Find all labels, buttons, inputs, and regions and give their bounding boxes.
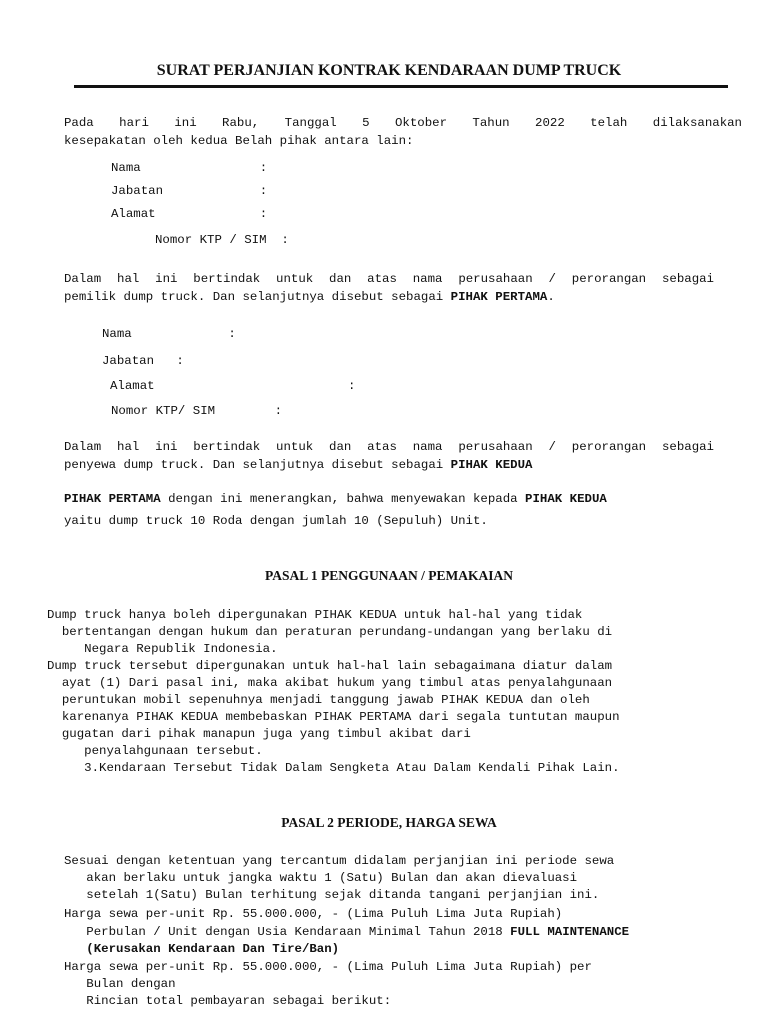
pasal1-line-8: gugatan dari pihak manapun juga yang timbul akibat dari [47, 727, 471, 741]
pasal1-line-10: 3.Kendaraan Tersebut Tidak Dalam Sengketa Atau Dalam Kendali Pihak Lain. [47, 761, 620, 775]
pasal2-harga-2: Harga sewa per-unit Rp. 55.000.000, - (Lima Puluh Lima Juta Rupiah) per [64, 960, 592, 974]
document-title: SURAT PERJANJIAN KONTRAK KENDARAAN DUMP TRUCK [156, 62, 622, 79]
intro-line-1: Pada hari ini Rabu, Tanggal 5 Oktober Tahun 2022 telah dilaksanakan [64, 116, 742, 130]
pasal2-kerusakan-line [64, 941, 339, 958]
statement-mid-text: dengan ini menerangkan, bahwa menyewakan kepada [160, 492, 526, 506]
pihak-kedua-label: PIHAK KEDUA [450, 458, 533, 472]
pasal2-harga-2b: Bulan dengan [64, 977, 176, 991]
pasal1-line-3: Negara Republik Indonesia. [47, 642, 278, 656]
statement-pihak-kedua: PIHAK KEDUA [525, 492, 607, 506]
party1-nama-field: Nama : [111, 161, 268, 175]
kerusakan-label: (Kerusakan Kendaraan Dan Tire/Ban) [64, 942, 340, 956]
pasal1-line-6: peruntukan mobil sepenuhnya menjadi tanggung jawab PIHAK KEDUA dan oleh [47, 693, 590, 707]
pasal2-para-line-1: Sesuai dengan ketentuan yang tercantum didalam perjanjian ini periode sewa [64, 854, 615, 868]
pasal2-rincian: Rincian total pembayaran sebagai berikut: [64, 994, 392, 1008]
pasal1-line-9: penyalahgunaan tersebut. [47, 744, 263, 758]
party1-ktp-field: Nomor KTP / SIM : [155, 233, 289, 247]
pasal1-heading: PASAL 1 PENGGUNAAN / PEMAKAIAN [264, 568, 513, 583]
party1-desc-line-1: Dalam hal ini bertindak untuk dan atas nama perusahaan / perorangan sebagai [64, 272, 714, 286]
party1-desc-text: pemilik dump truck. Dan selanjutnya disebut sebagai [64, 290, 451, 304]
party1-desc-line-2 [64, 289, 555, 306]
party2-jabatan-field: Jabatan : [102, 354, 184, 368]
party2-desc-line-2 [64, 457, 532, 474]
party2-desc-line-1: Dalam hal ini bertindak untuk dan atas nama perusahaan / perorangan sebagai [64, 440, 714, 454]
party2-nama-field: Nama : [102, 327, 236, 341]
statement-pihak-pertama: PIHAK PERTAMA [64, 492, 161, 506]
pasal1-line-7: karenanya PIHAK KEDUA membebaskan PIHAK PERTAMA dari segala tuntutan maupun [47, 710, 620, 724]
full-maintenance-label: FULL MAINTENANCE [510, 925, 630, 939]
pasal2-para-line-2: akan berlaku untuk jangka waktu 1 (Satu) Bulan dan akan dievaluasi [64, 871, 578, 885]
pasal2-heading: PASAL 2 PERIODE, HARGA SEWA [281, 815, 497, 830]
title-underline [74, 85, 728, 88]
party1-desc-end: . [547, 290, 555, 304]
party2-ktp-field: Nomor KTP/ SIM : [111, 404, 283, 418]
party1-alamat-field: Alamat : [111, 207, 268, 221]
pasal1-line-4: Dump truck tersebut dipergunakan untuk hal-hal lain sebagaimana diatur dalam [47, 659, 613, 673]
pasal1-line-5: ayat (1) Dari pasal ini, maka akibat hukum yang timbul atas penyalahgunaan [47, 676, 613, 690]
pasal1-line-2: bertentangan dengan hukum dan peraturan perundang-undangan yang berlaku di [47, 625, 613, 639]
pasal1-line-1: Dump truck hanya boleh dipergunakan PIHAK KEDUA untuk hal-hal yang tidak [47, 608, 583, 622]
statement-line-2: yaitu dump truck 10 Roda dengan jumlah 10 (Sepuluh) Unit. [64, 514, 488, 528]
intro-line-2: kesepakatan oleh kedua Belah pihak antara lain: [64, 134, 414, 148]
statement-line-1 [64, 491, 607, 508]
party1-jabatan-field: Jabatan : [111, 184, 268, 198]
pasal2-perbulan-line [64, 924, 629, 941]
party2-desc-text: penyewa dump truck. Dan selanjutnya disebut sebagai [64, 458, 451, 472]
pasal2-para-line-3: setelah 1(Satu) Bulan terhitung sejak ditanda tangani perjanjian ini. [64, 888, 600, 902]
perbulan-text: Perbulan / Unit dengan Usia Kendaraan Minimal Tahun 2018 [64, 925, 511, 939]
pihak-pertama-label: PIHAK PERTAMA [450, 290, 548, 304]
party2-alamat-field: Alamat : [110, 379, 356, 393]
pasal2-harga-1: Harga sewa per-unit Rp. 55.000.000, - (Lima Puluh Lima Juta Rupiah) [64, 907, 563, 921]
